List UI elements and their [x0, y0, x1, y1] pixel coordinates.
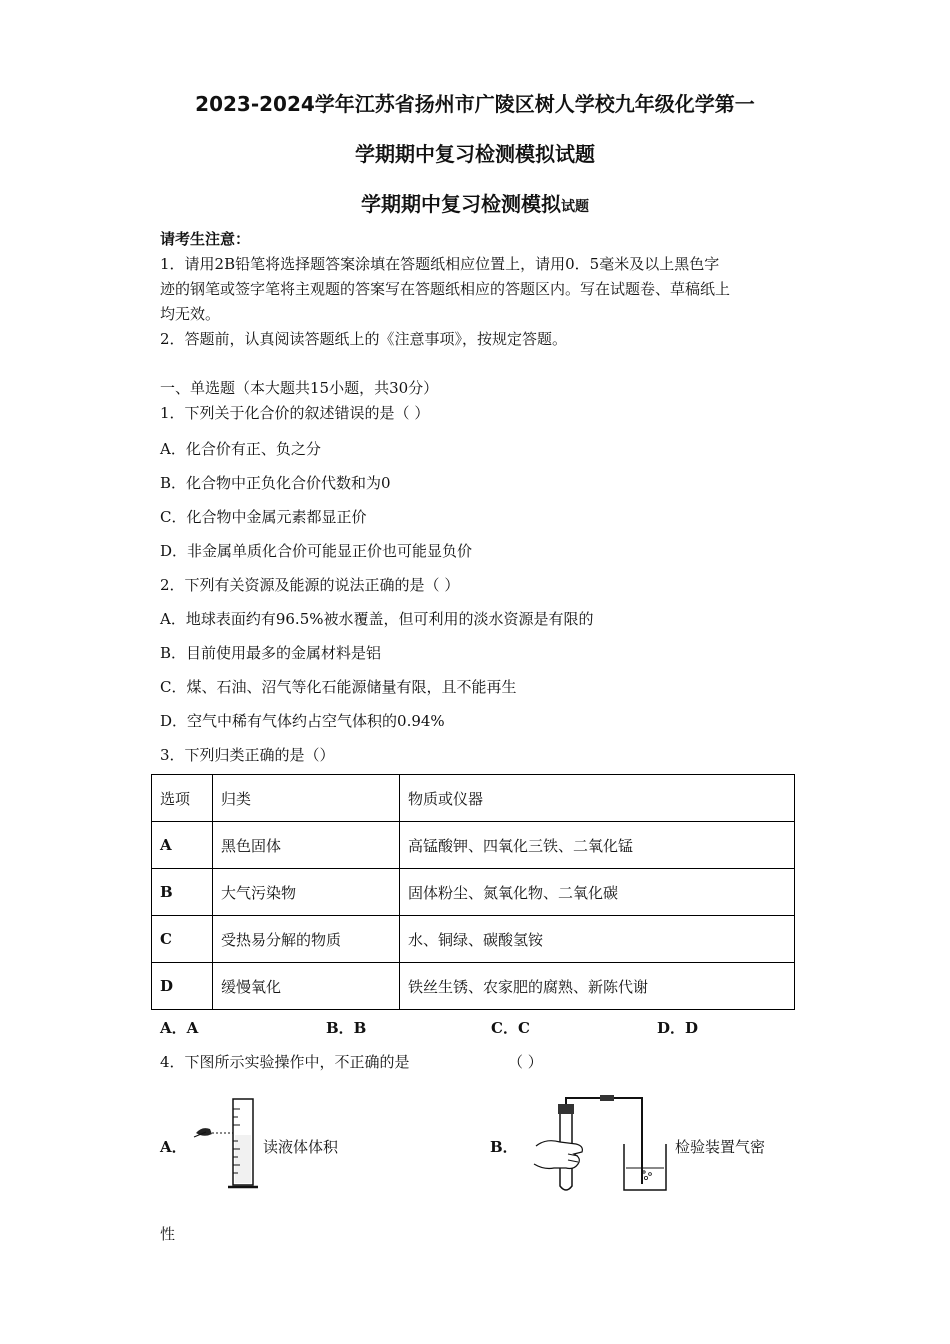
q1-option-d: D．非金属单质化合价可能显正价也可能显负价 — [160, 542, 473, 560]
q2-stem: 2．下列有关资源及能源的说法正确的是（ ） — [160, 576, 460, 594]
q1-option-b: B．化合物中正负化合价代数和为0 — [160, 474, 391, 492]
q4-option-b-text-continued: 性 — [160, 1225, 176, 1243]
q3-table-header — [152, 775, 795, 822]
q2-option-a: A．地球表面约有96.5%被水覆盖，但可利用的淡水资源是有限的 — [160, 610, 594, 628]
q3-table — [151, 774, 795, 1010]
title-line-3-small: 试题 — [561, 199, 589, 215]
q3-row-a-category: 黑色固体 — [213, 822, 400, 869]
q1-option-c: C．化合物中金属元素都显正价 — [160, 508, 367, 526]
hand-icon — [534, 1141, 582, 1169]
table-row — [152, 963, 795, 1010]
q3-row-a-option: A — [152, 822, 213, 869]
graduated-cylinder-figure — [188, 1093, 264, 1193]
q3-row-c-option: C — [152, 916, 213, 963]
q3-row-d-items: 铁丝生锈、农家肥的腐熟、新陈代谢 — [400, 963, 795, 1010]
title-line-1: 2023-2024学年江苏省扬州市广陵区树人学校九年级化学第一 — [195, 92, 755, 116]
title-line-3-main: 学期期中复习检测模拟 — [361, 192, 561, 216]
q4-stem: 4．下图所示实验操作中，不正确的是 — [160, 1053, 410, 1071]
notice-line-3: 均无效。 — [160, 305, 221, 323]
q3-row-d-option: D — [152, 963, 213, 1010]
q3-row-b-category: 大气污染物 — [213, 869, 400, 916]
notice-line-1: 1．请用2B铅笔将选择题答案涂填在答题纸相应位置上，请用0．5毫米及以上黑色字 — [160, 255, 720, 273]
q4-option-a-text: 读液体体积 — [263, 1138, 339, 1156]
q3-option-a: A．A — [160, 1019, 199, 1037]
table-row — [152, 916, 795, 963]
notice-line-4: 2．答题前，认真阅读答题纸上的《注意事项》，按规定答题。 — [160, 330, 568, 348]
q3-row-d-category: 缓慢氧化 — [213, 963, 400, 1010]
title-line-2: 学期期中复习检测模拟试题 — [355, 142, 595, 166]
title-line-3 — [0, 188, 950, 217]
q4-option-b-letter: B． — [490, 1138, 518, 1156]
q3-stem: 3．下列归类正确的是（） — [160, 746, 335, 764]
q3-header-items: 物质或仪器 — [400, 775, 795, 822]
notice-heading: 请考生注意： — [160, 230, 251, 248]
section-heading: 一、单选题（本大题共15小题，共30分） — [160, 379, 439, 397]
q4-option-a-letter: A． — [160, 1138, 187, 1156]
q1-option-a: A．化合价有正、负之分 — [160, 440, 321, 458]
q1-stem: 1．下列关于化合价的叙述错误的是（ ） — [160, 404, 430, 422]
table-row — [152, 822, 795, 869]
table-row — [152, 869, 795, 916]
q3-option-b: B．B — [326, 1019, 367, 1037]
q3-row-c-category: 受热易分解的物质 — [213, 916, 400, 963]
airtightness-apparatus-figure — [526, 1090, 672, 1196]
q2-option-d: D．空气中稀有气体约占空气体积的0.94% — [160, 712, 445, 730]
q4-paren: （ ） — [508, 1053, 543, 1071]
notice-line-2: 迹的钢笔或签字笔将主观题的答案写在答题纸相应的答题区内。写在试题卷、草稿纸上 — [160, 280, 731, 298]
q3-header-option: 选项 — [152, 775, 213, 822]
q3-row-c-items: 水、铜绿、碳酸氢铵 — [400, 916, 795, 963]
q2-option-c: C．煤、石油、沼气等化石能源储量有限，且不能再生 — [160, 678, 517, 696]
q3-row-a-items: 高锰酸钾、四氧化三铁、二氧化锰 — [400, 822, 795, 869]
q3-option-d: D．D — [657, 1019, 699, 1037]
q3-option-c: C．C — [491, 1019, 530, 1037]
q2-option-b: B．目前使用最多的金属材料是铝 — [160, 644, 382, 662]
q3-row-b-items: 固体粉尘、氮氧化物、二氧化碳 — [400, 869, 795, 916]
q3-row-b-option: B — [152, 869, 213, 916]
q3-header-category: 归类 — [213, 775, 400, 822]
stopper — [558, 1104, 574, 1114]
q4-option-b-text: 检验装置气密 — [675, 1138, 766, 1156]
